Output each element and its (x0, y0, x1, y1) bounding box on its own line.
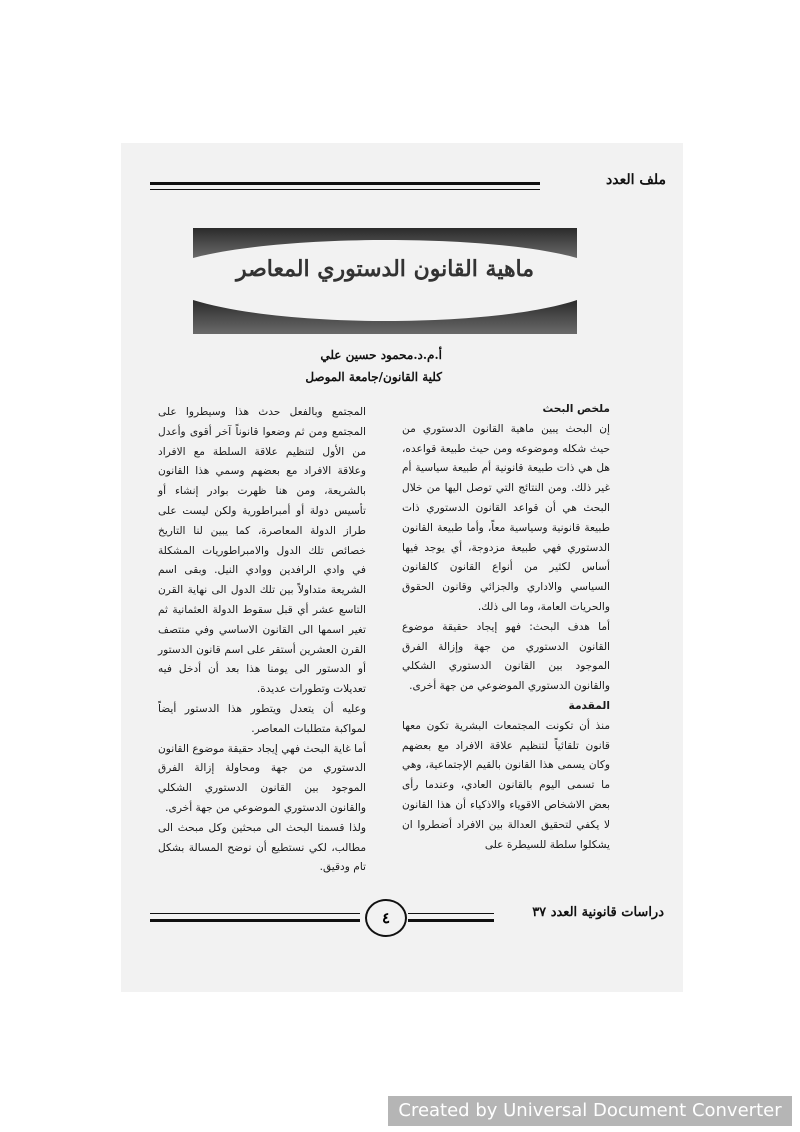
page-number: ٤ (365, 899, 407, 937)
left-column (158, 403, 366, 878)
article-title: ماهية القانون الدستوري المعاصر (235, 256, 535, 282)
footer-rule-left (150, 913, 360, 922)
introduction-heading: المقدمة (568, 699, 610, 712)
body-paragraph-2: وعليه أن يتعدل ويتطور هذا الدستور أيضاً لمواكبة متطلبات المعاصر. (158, 702, 366, 735)
body-paragraph-1: المجتمع وبالفعل حدث هذا وسيطروا على المجتمع ومن ثم وضعوا قانوناً آخر أقوى وأعدل من الأول لتنظيم علاقة السلطة مع الافراد وعلاقة الافراد مع بعضهم وسمي هذا القانون بالشريعة، ومن هنا ظهرت بوادر إنشاء أو تأسيس دولة أو أمبراطورية ولكن ليست على طراز الدولة المعاصرة، كما يبين لنا التاريخ خصائص تلك الدول والامبراطوريات المشكلة في وادي الرافدين ووادي النيل. وبقى اسم الشريعة متداولاً بين تلك الدول الى نهاية القرن التاسع عشر أي قبل سقوط الدولة العثمانية ثم تغير اسمها الى القانون الاساسي وفي منتصف القرن العشرين أستقر على اسم قانون الدستور أو الدستور الى يومنا هذا بعد أن أدخل فيه تعديلات وتطورات عديدة. (158, 406, 366, 696)
author-affiliation: كلية القانون/جامعة الموصل (305, 370, 442, 384)
body-paragraph-4: ولذا قسمنا البحث الى مبحثين وكل مبحث الى مطالب، لكي نستطيع أن نوضح المسالة بشكل تام ودقيق. (158, 821, 366, 874)
abstract-paragraph-2: أما هدف البحث: فهو إيجاد حقيقة موضوع القانون الدستوري من جهة وإزالة الفرق الموجود بين القانون الدستوري الشكلي والقانون الدستوري الموضوعي من جهة أخرى. (402, 620, 610, 693)
journal-title: دراسات قانونية العدد ٣٧ (532, 905, 664, 920)
footer-rule-right (408, 913, 494, 922)
abstract-heading: ملخص البحث (542, 403, 610, 415)
header-rule (150, 182, 540, 190)
right-column (402, 400, 610, 855)
abstract-paragraph-1: إن البحث يبين ماهية القانون الدستوري من حيث شكله وموضوعه ومن حيث طبيعة قواعده، هل هي ذات طبيعة قانونية أم طبيعة سياسية أم غير ذلك. ومن النتائج التي توصل اليها من خلال البحث هي أن قواعد القانون الدستوري ذات طبيعة قانونية وسياسية معاً، وأما طبيعة القانون الدستوري فهي طبيعة مزدوجة، أي يوجد فيها أساس لكثير من أنواع القانون كالقانون السياسي والاداري والجزائي وقانون الحقوق والحريات العامة، وما الى ذلك. (402, 422, 610, 613)
body-paragraph-3: أما غاية البحث فهي إيجاد حقيقة موضوع القانون الدستوري من جهة ومحاولة إزالة الفرق الموجود بين القانون الدستوري الشكلي والقانون الدستوري الموضوعي من جهة أخرى. (158, 742, 366, 814)
running-title: ملف العدد (606, 172, 666, 188)
introduction-paragraph-1: منذ أن تكونت المجتمعات البشرية تكون معها قانون تلقائياً لتنظيم علاقة الافراد مع بعضهم وكان يسمى هذا القانون بالقيم الإجتماعية، وهي ما تسمى اليوم بالقانون العادي، وعندما رأى بعض الاشخاص الاقوياء والاذكياء أن هذا القانون لا يكفي لتحقيق العدالة بين الافراد أضطروا ان يشكلوا سلطة للسيطرة على (402, 719, 610, 851)
author-block (202, 344, 442, 388)
author-name: أ.م.د.محمود حسين علي (320, 348, 442, 362)
converter-watermark: Created by Universal Document Converter (388, 1096, 792, 1126)
title-banner (193, 228, 577, 334)
page-footer (150, 899, 690, 939)
